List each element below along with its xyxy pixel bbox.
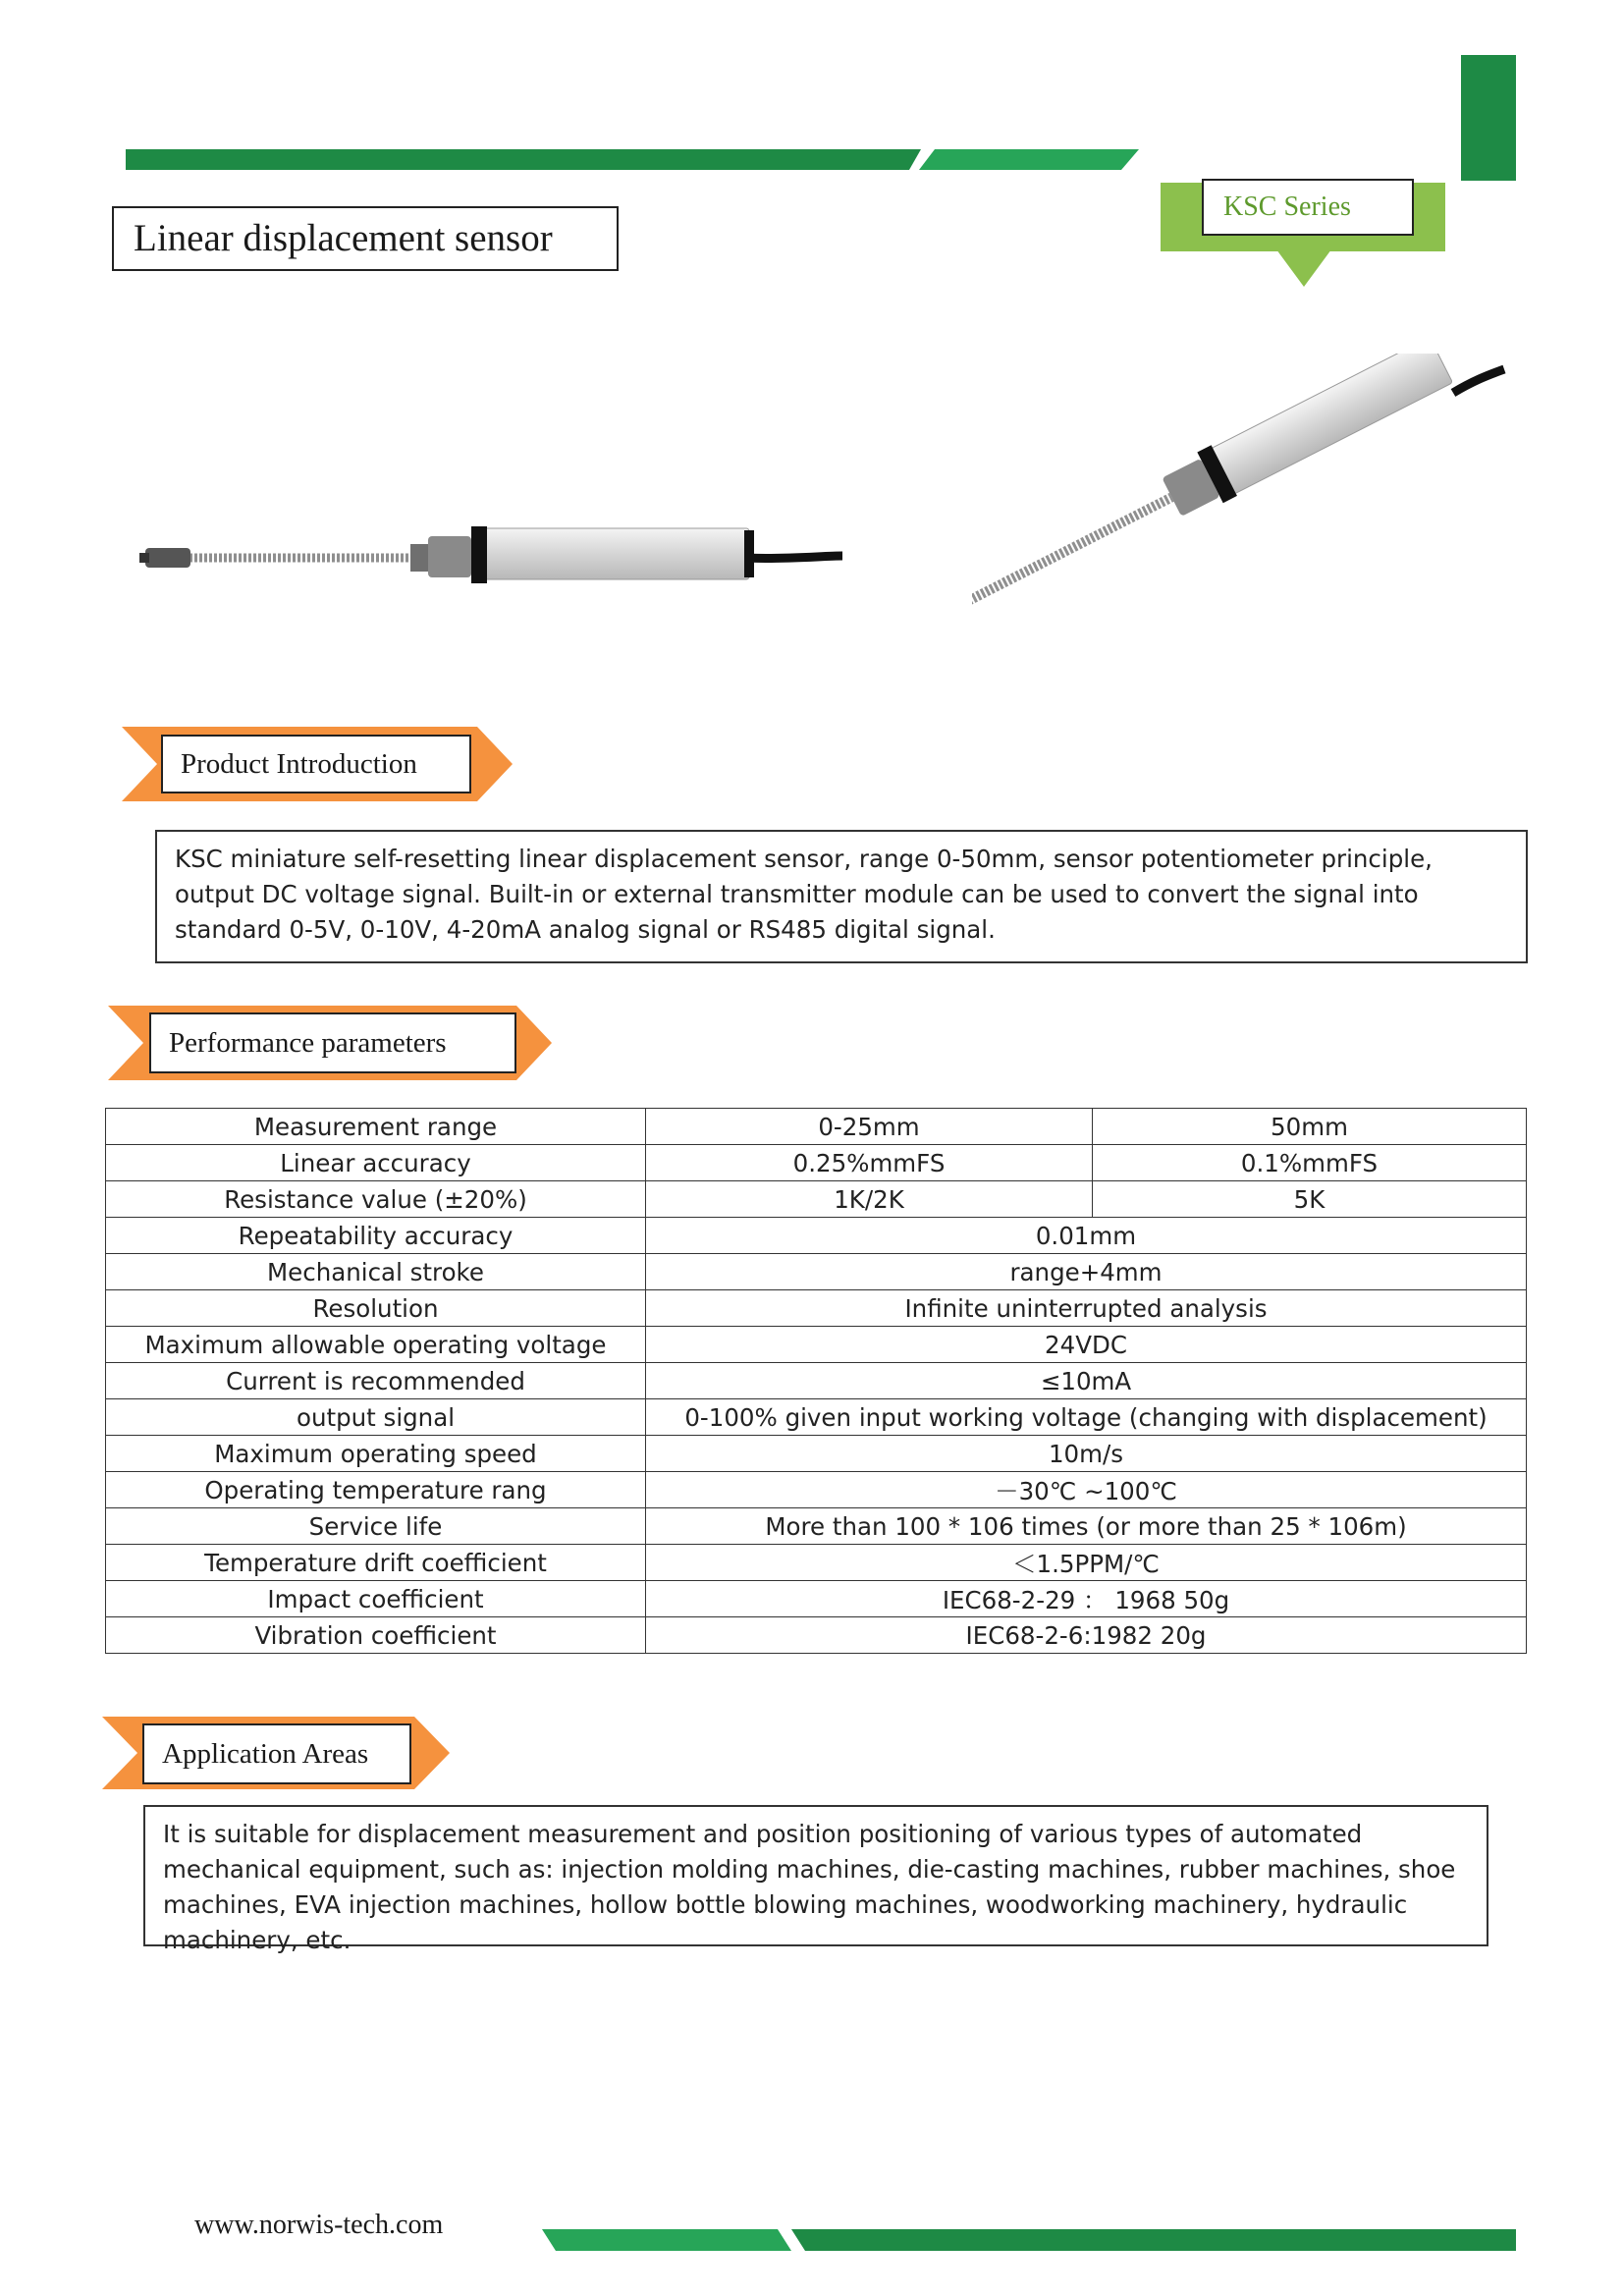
param-value: 0.25%mmFS [646,1145,1093,1181]
param-value: 0-100% given input working voltage (changing with displacement) [646,1399,1527,1436]
table-row [106,1109,1527,1145]
footer-url[interactable]: www.norwis-tech.com [194,2210,444,2240]
param-value: More than 100 * 106 times (or more than 25 * 106m) [646,1508,1527,1545]
param-value: ≤10mA [646,1363,1527,1399]
param-label: output signal [106,1399,646,1436]
param-value: 10m/s [646,1436,1527,1472]
param-label: Measurement range [106,1109,646,1145]
table-row [106,1145,1527,1181]
param-label: Resistance value (±20%) [106,1181,646,1218]
param-value: 50mm [1093,1109,1527,1145]
param-label: Resolution [106,1290,646,1327]
table-row [106,1545,1527,1581]
param-label: Maximum allowable operating voltage [106,1327,646,1363]
performance-table [105,1108,1527,1654]
param-value: Infinite uninterrupted analysis [646,1290,1527,1327]
application-text: It is suitable for displacement measurement and position positioning of various types of automated mechanical equipment, such as: injection molding machines, die-casting machines, rubber machines, shoe machines, EVA injection machines, hollow bottle blowing machines, woodworking machinery, hydraulic machinery, etc. [143,1805,1488,1946]
series-arrow-icon [1276,249,1331,289]
application-heading: Application Areas [142,1723,411,1784]
param-label: Repeatability accuracy [106,1218,646,1254]
product-image-right [972,354,1522,678]
param-label: Operating temperature rang [106,1472,646,1508]
param-value: IEC68-2-6:1982 20g [646,1617,1527,1654]
param-value: 1K/2K [646,1181,1093,1218]
param-value: 24VDC [646,1327,1527,1363]
intro-heading: Product Introduction [161,735,471,793]
product-image-left [116,354,862,678]
param-value: 0.1%mmFS [1093,1145,1527,1181]
series-label: KSC Series [1202,179,1414,236]
table-row [106,1399,1527,1436]
table-row [106,1290,1527,1327]
param-value: －30℃ ~100℃ [646,1472,1527,1508]
param-label: Maximum operating speed [106,1436,646,1472]
table-row [106,1327,1527,1363]
table-row [106,1472,1527,1508]
table-row [106,1218,1527,1254]
param-label: Vibration coefficient [106,1617,646,1654]
param-value: 0-25mm [646,1109,1093,1145]
param-label: Mechanical stroke [106,1254,646,1290]
table-row [106,1581,1527,1617]
sensor-angled-icon [972,354,1522,678]
param-value: 5K [1093,1181,1527,1218]
table-row [106,1181,1527,1218]
table-row [106,1617,1527,1654]
param-label: Current is recommended [106,1363,646,1399]
sensor-horizontal-icon [116,354,862,678]
param-value: ＜1.5PPM/℃ [646,1545,1527,1581]
footer-stripes [0,2219,1623,2259]
param-value: range+4mm [646,1254,1527,1290]
performance-heading: Performance parameters [149,1012,516,1073]
param-value: IEC68-2-29 ： 1968 50g [646,1581,1527,1617]
table-row [106,1363,1527,1399]
intro-text: KSC miniature self-resetting linear displacement sensor, range 0-50mm, sensor potentiometer principle, output DC voltage signal. Built-in or external transmitter module can be used to convert the signal into standard 0-5V, 0-10V, 4-20mA analog signal or RS485 digital signal. [155,830,1528,963]
table-row [106,1436,1527,1472]
page-title: Linear displacement sensor [112,206,619,271]
param-label: Impact coefficient [106,1581,646,1617]
table-row [106,1254,1527,1290]
header-bar-graphic [0,0,1623,196]
param-label: Temperature drift coefficient [106,1545,646,1581]
table-row [106,1508,1527,1545]
header-stripes [0,0,1623,196]
param-value: 0.01mm [646,1218,1527,1254]
param-label: Linear accuracy [106,1145,646,1181]
param-label: Service life [106,1508,646,1545]
